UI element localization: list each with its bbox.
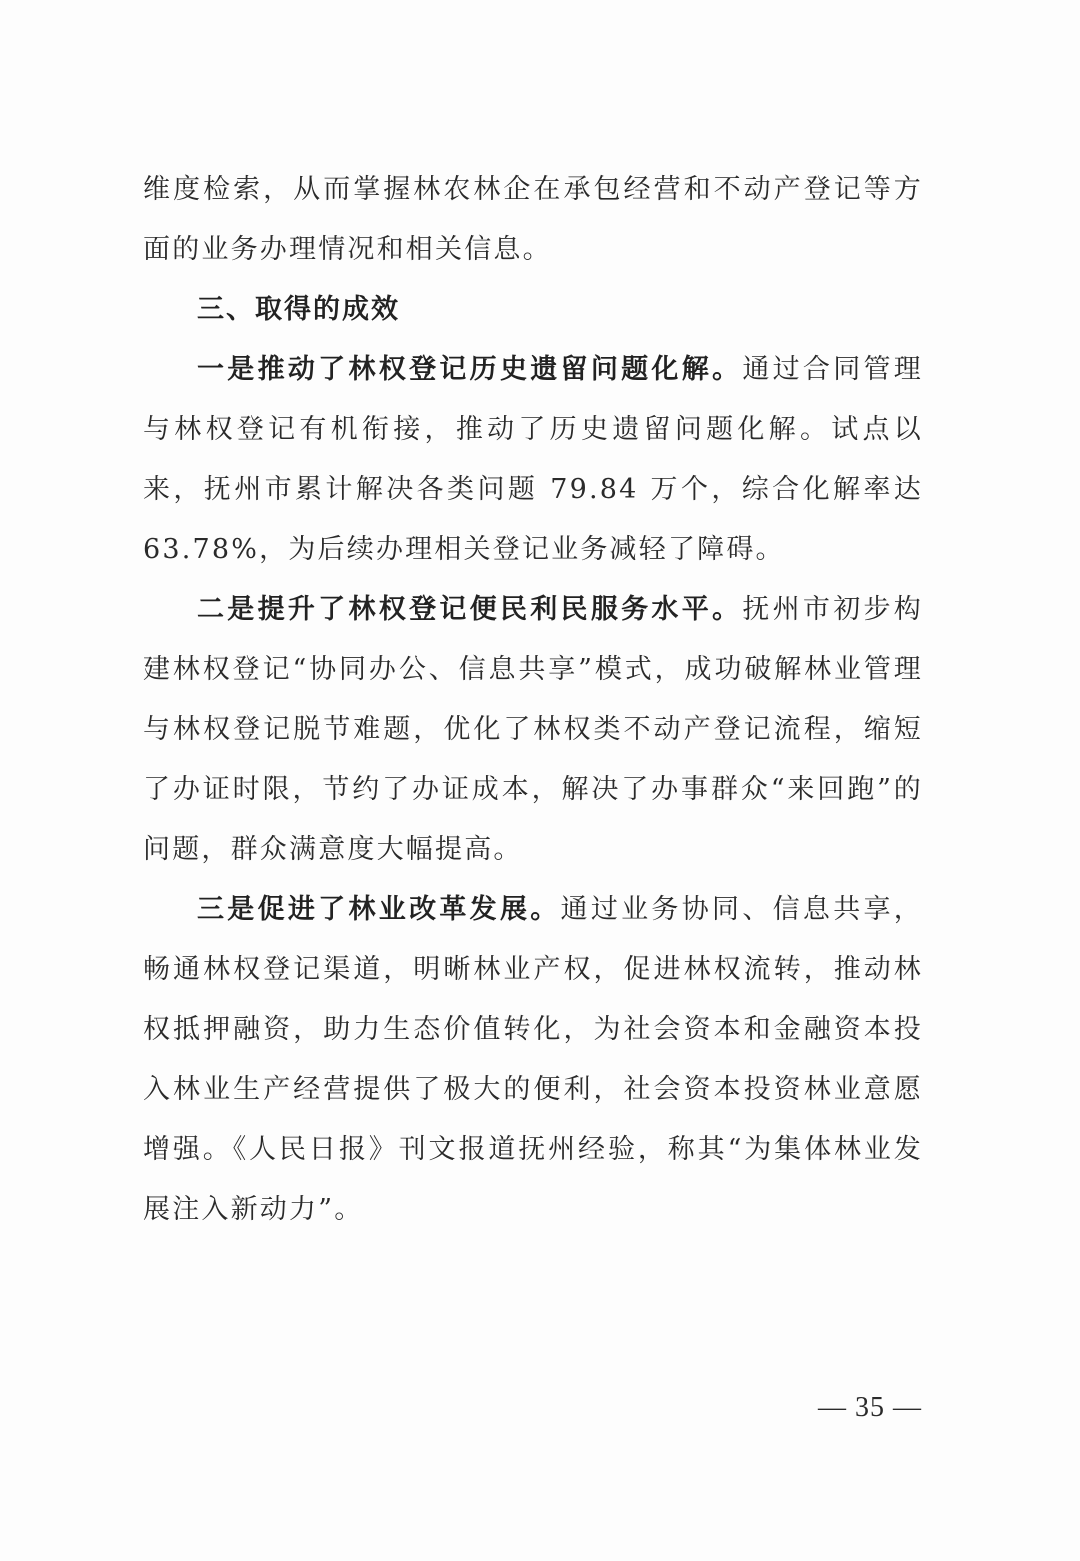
paragraph-lead: 三是促进了林业改革发展。	[197, 894, 561, 925]
paragraph-results-1	[143, 340, 923, 580]
paragraph-lead: 一是推动了林权登记历史遗留问题化解。	[197, 354, 743, 385]
page-number: — 35 —	[818, 1392, 922, 1423]
paragraph-text: 通过合同管理与林权登记有机衔接，推动了历史遗留问题化解。试点以来，抚州市累计解决各类问题 79.84 万个，综合化解率达 63.78%，为后续办理相关登记业务减轻了障碍。	[143, 354, 923, 565]
paragraph-results-3	[143, 880, 923, 1240]
document-body	[143, 160, 923, 1240]
paragraph-text: 抚州市初步构建林权登记“协同办公、信息共享”模式，成功破解林业管理与林权登记脱节难题，优化了林权类不动产登记流程，缩短了办证时限，节约了办证成本，解决了办事群众“来回跑”的问题，群众满意度大幅提高。	[143, 594, 923, 865]
paragraph-continuation	[143, 160, 923, 280]
paragraph-text: 通过业务协同、信息共享，畅通林权登记渠道，明晰林业产权，促进林权流转，推动林权抵押融资，助力生态价值转化，为社会资本和金融资本投入林业生产经营提供了极大的便利，社会资本投资林业意愿增强。《人民日报》刊文报道抚州经验，称其“为集体林业发展注入新动力”。	[143, 894, 923, 1225]
section-heading: 三、取得的成效	[197, 294, 400, 325]
paragraph-text: 维度检索，从而掌握林农林企在承包经营和不动产登记等方面的业务办理情况和相关信息。	[143, 174, 923, 265]
paragraph-lead: 二是提升了林权登记便民利民服务水平。	[197, 594, 743, 625]
paragraph-results-2	[143, 580, 923, 880]
